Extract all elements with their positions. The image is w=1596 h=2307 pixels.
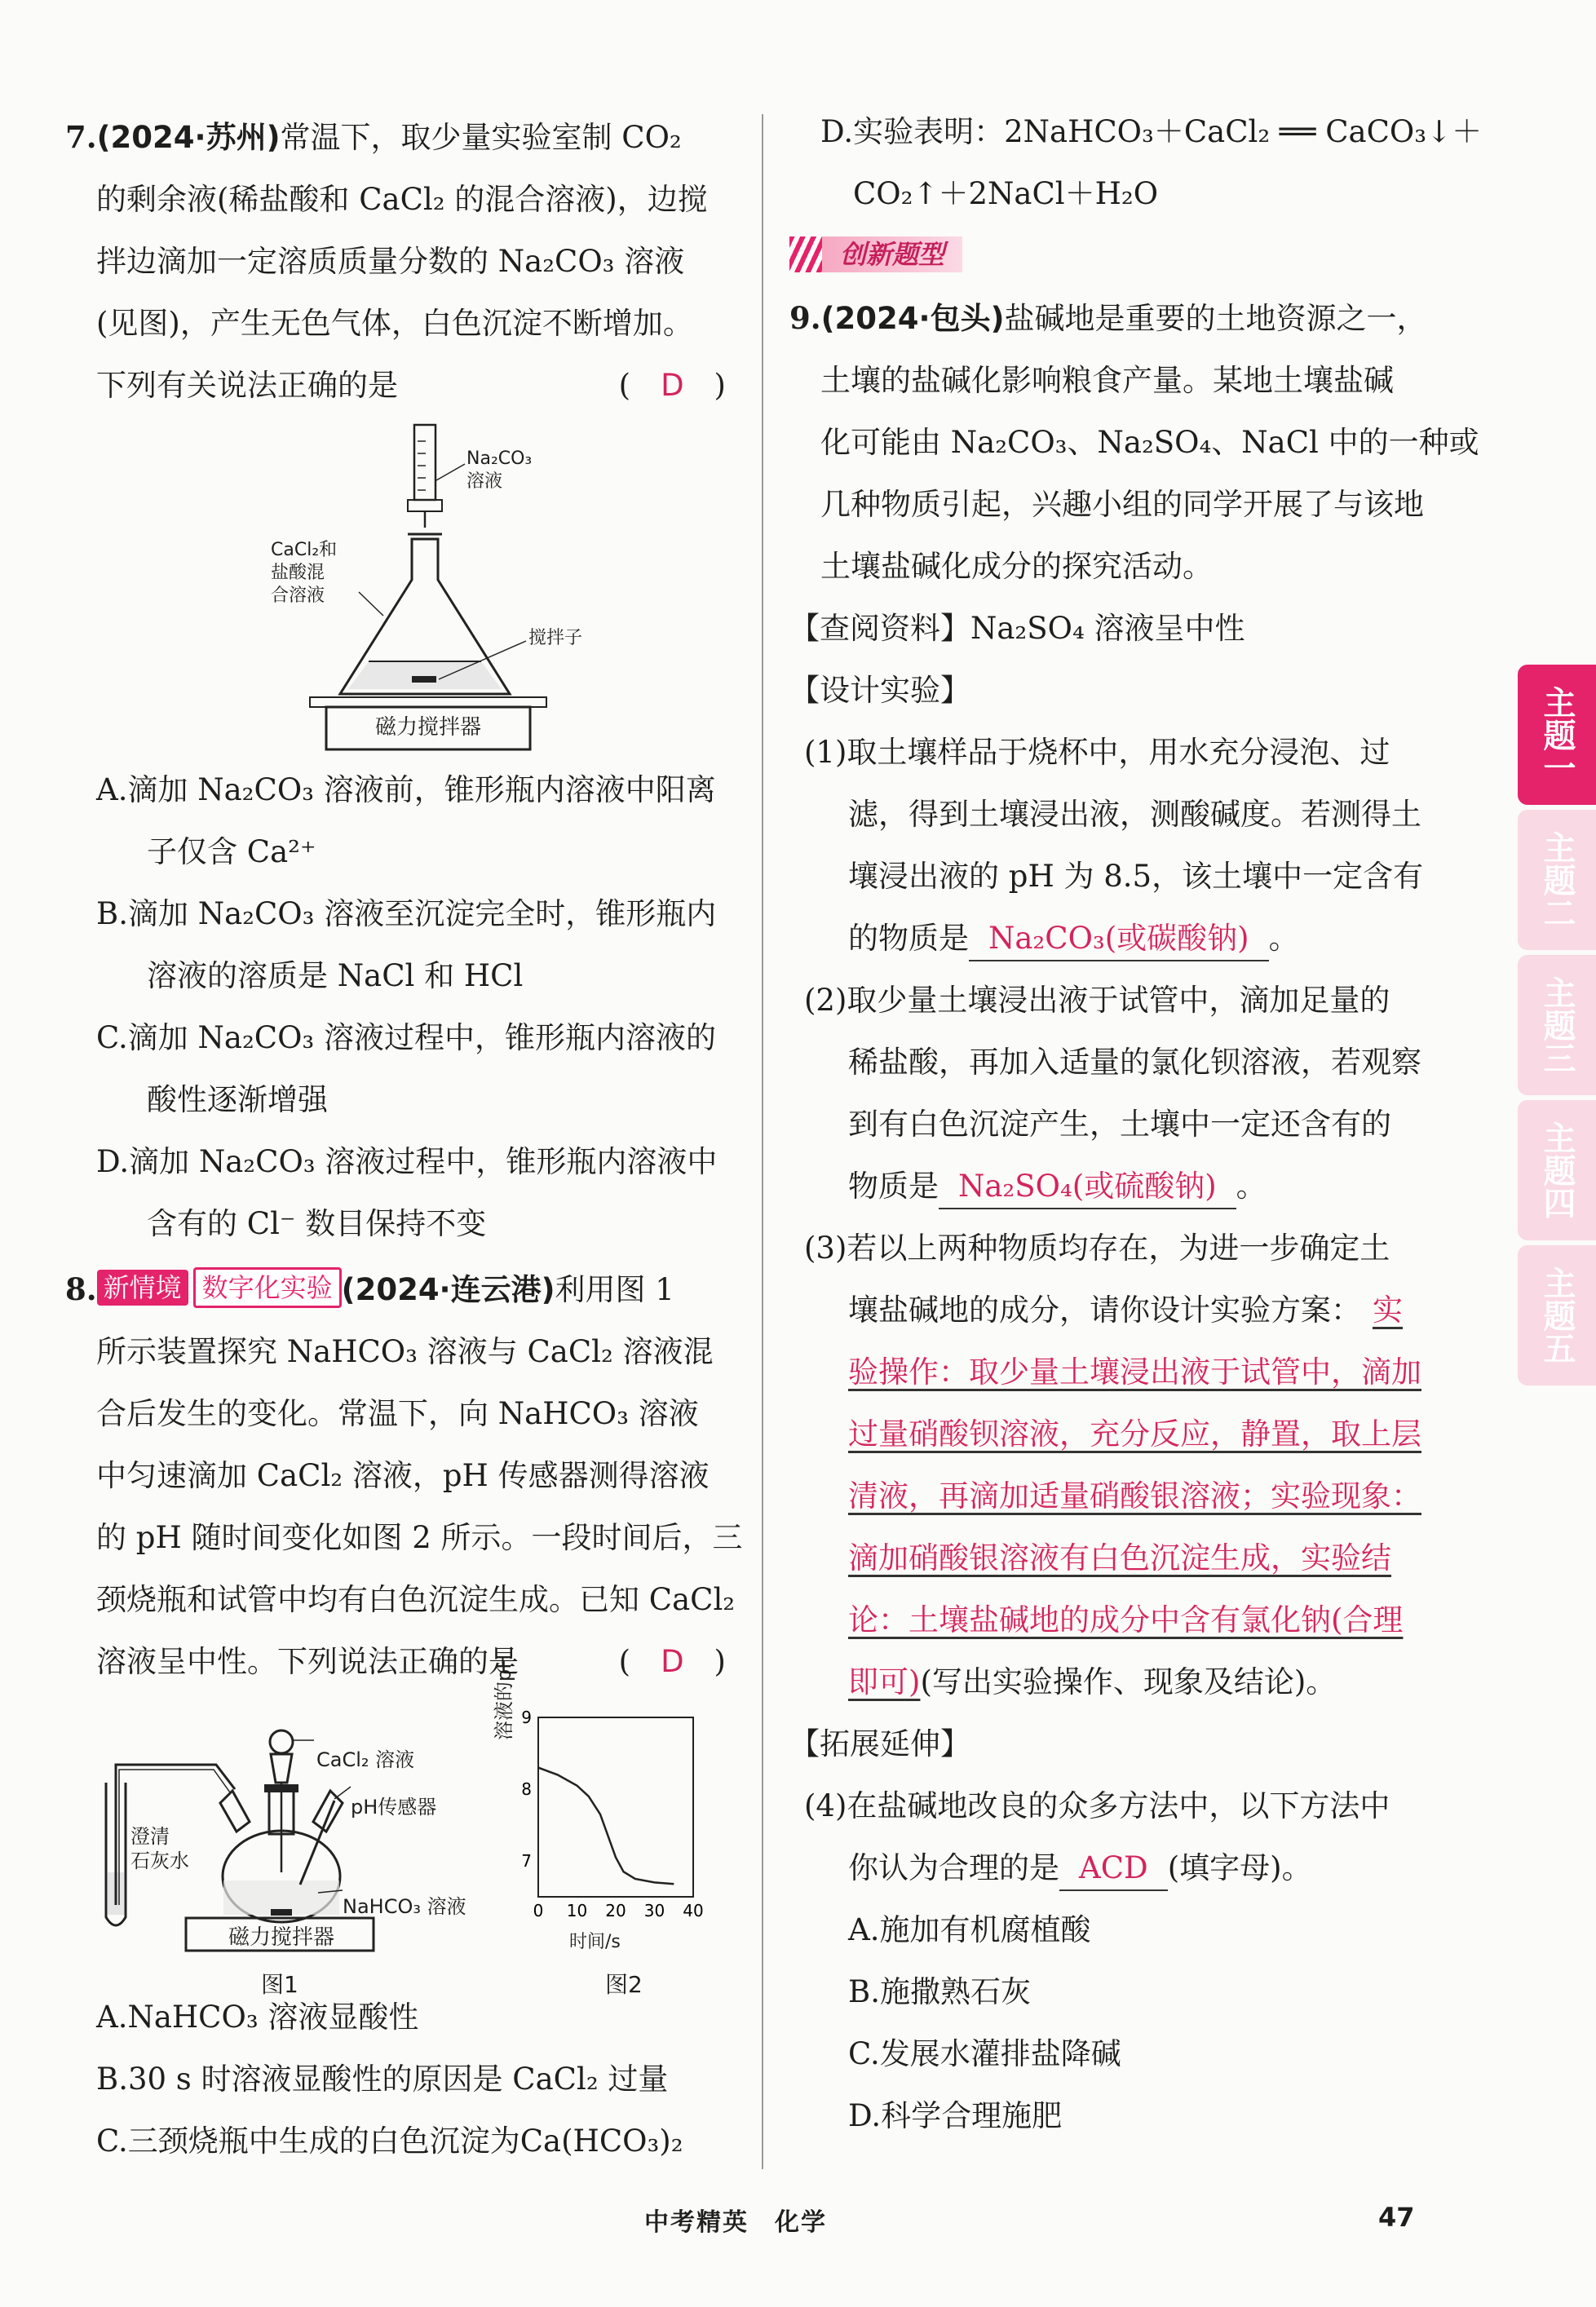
section-banner: [789, 230, 1466, 279]
tag-digital-experiment: 数字化实验: [193, 1267, 342, 1308]
question-text-line: 的剩余液(稀盐酸和 CaCl₂ 的混合溶液)，边搅: [96, 182, 708, 217]
chart-ylabel: 溶液的pH: [493, 1654, 515, 1740]
flask-label: 盐酸混: [271, 563, 325, 583]
q8-option-d-cont: CO₂↑＋2NaCl＋H₂O: [853, 176, 1159, 211]
part-1-line: (1)取土壤样品于烧杯中，用水充分浸泡、过: [804, 735, 1390, 770]
question-number: 7.: [65, 119, 97, 155]
part-1-suffix: 。: [1268, 921, 1299, 956]
question-text-line: 利用图 1: [555, 1272, 674, 1307]
question-text-line: 土壤盐碱化成分的探究活动。: [820, 549, 1213, 584]
question-9: [789, 287, 1479, 2147]
part-4-line: (4)在盐碱地改良的众多方法中，以下方法中: [804, 1788, 1390, 1823]
x-tick-label: 40: [683, 1901, 704, 1920]
part-2-line: 到有白色沉淀产生，土壤中一定还含有的: [848, 1107, 1391, 1142]
question-7: [65, 106, 734, 1255]
topic-side-tabs: [1518, 665, 1596, 1390]
answer-bracket: ( D ): [618, 368, 726, 403]
ph-sensor-label: pH传感器: [351, 1796, 437, 1819]
tag-new-context: 新情境: [97, 1270, 188, 1306]
side-tab-topic-3[interactable]: [1518, 955, 1596, 1095]
part-1-line: 壤浸出液的 pH 为 8.5，该土壤中一定含有: [848, 859, 1424, 894]
option-c-cont: 酸性逐渐增强: [147, 1082, 328, 1117]
side-tab-label: 主题二: [1538, 831, 1576, 929]
section-heading-design: 【设计实验】: [789, 673, 970, 708]
x-tick-label: 10: [566, 1901, 588, 1920]
answer-choice: D: [661, 1644, 684, 1679]
question-source: (2024·包头): [820, 301, 1005, 336]
side-tab-label: 主题一: [1538, 686, 1576, 784]
book-title: 中考精英 化学: [644, 2208, 827, 2237]
flask-label: 合溶液: [271, 586, 325, 606]
question-text-line: 下列有关说法正确的是: [96, 368, 398, 403]
option-d: D.滴加 Na₂CO₃ 溶液过程中，锥形瓶内溶液中: [96, 1144, 718, 1179]
chart-xlabel: 时间/s: [569, 1932, 621, 1952]
side-tab-topic-2[interactable]: [1518, 810, 1596, 950]
part-3-answer-line: 过量硝酸钡溶液，充分反应，静置，取上层: [848, 1416, 1421, 1452]
section-heading-consult: 【查阅资料】: [789, 611, 970, 646]
x-tick-label: 0: [533, 1901, 544, 1920]
burette-label: Na₂CO₃: [466, 449, 533, 469]
question-text-line: 常温下，取少量实验室制 CO₂: [280, 120, 682, 155]
side-tab-topic-4[interactable]: [1518, 1100, 1596, 1240]
question-text-line: 所示装置探究 NaHCO₃ 溶液与 CaCl₂ 溶液混: [96, 1334, 714, 1369]
option-c: C.三颈烧瓶中生成的白色沉淀为Ca(HCO₃)₂: [96, 2124, 683, 2159]
consult-text: Na₂SO₄ 溶液呈中性: [970, 611, 1245, 646]
nahco3-label: NaHCO₃ 溶液: [343, 1895, 466, 1918]
question-text-line: 溶液呈中性。下列说法正确的是: [96, 1644, 519, 1679]
question-text-line: 土壤的盐碱化影响粮食产量。某地土壤盐碱: [820, 363, 1394, 398]
q7-figure: [65, 417, 734, 759]
limewater-label: 石灰水: [130, 1850, 189, 1872]
cacl2-label: CaCl₂ 溶液: [316, 1748, 415, 1771]
part-3-prefix: 壤盐碱地的成分，请你设计实验方案：: [848, 1293, 1361, 1328]
part-2-suffix: 。: [1236, 1169, 1267, 1204]
option-b: B.滴加 Na₂CO₃ 溶液至沉淀完全时，锥形瓶内: [96, 896, 717, 931]
right-column: [789, 106, 1483, 2147]
limewater-label: 澄清: [130, 1825, 170, 1848]
part-3-answer-last: 即可): [848, 1664, 921, 1699]
answer-bracket: ( D ): [618, 1644, 726, 1679]
question-text-line: (见图)，产生无色气体，白色沉淀不断增加。: [96, 306, 693, 341]
option-a-cont: 子仅含 Ca²⁺: [147, 834, 316, 869]
part-3-line: (3)若以上两种物质均存在，为进一步确定土: [804, 1231, 1390, 1266]
part-2-line: (2)取少量土壤浸出液于试管中，滴加足量的: [804, 983, 1390, 1018]
side-tab-topic-5[interactable]: [1518, 1245, 1596, 1386]
option-d-cont: 含有的 Cl⁻ 数目保持不变: [147, 1206, 487, 1241]
question-text-line: 的 pH 随时间变化如图 2 所示。一段时间后，三: [96, 1520, 743, 1555]
part-2-answer-blank: Na₂SO₄(或硫酸钠): [939, 1165, 1236, 1209]
x-tick-label: 30: [643, 1901, 665, 1920]
question-number: 9.: [789, 300, 821, 336]
part-3-answer-line: 论：土壤盐碱地的成分中含有氯化钠(合理: [848, 1602, 1404, 1637]
y-tick-label: 9: [521, 1708, 532, 1727]
question-text-line: 盐碱地是重要的土地资源之一，: [1004, 301, 1427, 336]
section-heading-extend: 【拓展延伸】: [789, 1726, 970, 1761]
flask-label: CaCl₂和: [271, 540, 338, 560]
banner-stripes: [789, 236, 822, 272]
part-2-prefix: 物质是: [848, 1169, 939, 1204]
option-a: A.施加有机腐植酸: [848, 1912, 1091, 1947]
page-number: 47: [1378, 2202, 1415, 2233]
side-tab-label: 主题三: [1538, 976, 1576, 1074]
question-text-line: 中匀速滴加 CaCl₂ 溶液，pH 传感器测得溶液: [96, 1458, 710, 1493]
part-1-answer-blank: Na₂CO₃(或碳酸钠): [969, 917, 1269, 961]
question-number: 8.: [65, 1271, 97, 1307]
answer-choice: D: [661, 368, 684, 403]
part-2-line: 稀盐酸，再加入适量的氯化钡溶液，若观察: [848, 1045, 1421, 1080]
left-column: [65, 106, 743, 2172]
part-4-answer-blank: ACD: [1059, 1847, 1168, 1891]
part-4-prefix: 你认为合理的是: [848, 1850, 1059, 1885]
y-tick-label: 7: [521, 1851, 532, 1871]
question-text-line: 颈烧瓶和试管中均有白色沉淀生成。已知 CaCl₂: [96, 1582, 736, 1617]
x-tick-label: 20: [605, 1901, 626, 1920]
part-3-answer-line: 滴加硝酸银溶液有白色沉淀生成，实验结: [848, 1540, 1391, 1576]
question-text-line: 拌边滴加一定溶质质量分数的 Na₂CO₃ 溶液: [96, 244, 685, 279]
figure-1-caption: 图1: [261, 1971, 298, 1998]
side-tab-label: 主题四: [1538, 1121, 1576, 1219]
question-source: (2024·连云港): [341, 1272, 555, 1307]
part-3-answer-line: 清液，再滴加适量硝酸银溶液；实验现象：: [848, 1478, 1421, 1514]
question-text-line: 合后发生的变化。常温下，向 NaHCO₃ 溶液: [96, 1396, 699, 1431]
option-d: D.科学合理施肥: [848, 2098, 1063, 2133]
option-c: C.发展水灌排盐降碱: [848, 2036, 1121, 2071]
part-1-line: 滤，得到土壤浸出液，测酸碱度。若测得土: [848, 797, 1421, 832]
figure-2-caption: 图2: [605, 1971, 643, 1998]
y-tick-label: 8: [521, 1779, 532, 1799]
q8-option-d: D.实验表明：2NaHCO₃＋CaCl₂ ══ CaCO₃↓＋: [820, 114, 1483, 149]
option-a: A.NaHCO₃ 溶液显酸性: [96, 2000, 419, 2035]
question-text-line: 几种物质引起，兴趣小组的同学开展了与该地: [820, 487, 1424, 522]
flask-apparatus-diagram: [65, 417, 734, 759]
part-3-answer-line: 验操作：取少量土壤浸出液于试管中，滴加: [848, 1355, 1421, 1390]
option-b-cont: 溶液的溶质是 NaCl 和 HCl: [147, 958, 524, 993]
question-text-line: 化可能由 Na₂CO₃、Na₂SO₄、NaCl 中的一种或: [820, 425, 1479, 460]
side-tab-label: 主题五: [1538, 1266, 1576, 1364]
question-8: [65, 1258, 743, 2172]
option-c: C.滴加 Na₂CO₃ 溶液过程中，锥形瓶内溶液的: [96, 1020, 717, 1055]
question-source: (2024·苏州): [96, 120, 281, 155]
part-3-suffix: (写出实验操作、现象及结论)。: [920, 1664, 1337, 1699]
option-b: B.30 s 时溶液显酸性的原因是 CaCl₂ 过量: [96, 2062, 669, 2097]
stirrer-label: 磁力搅拌器: [228, 1925, 334, 1950]
part-1-prefix: 的物质是: [848, 921, 969, 956]
burette-label: 溶液: [466, 471, 503, 492]
chart-frame: [538, 1717, 693, 1897]
option-a: A.滴加 Na₂CO₃ 溶液前，锥形瓶内溶液中阳离: [96, 772, 716, 807]
banner-label: 创新题型: [822, 236, 962, 272]
column-divider: [762, 114, 763, 2169]
option-b: B.施撒熟石灰: [848, 1974, 1031, 2009]
stirbar-label: 搅拌子: [528, 628, 583, 648]
ph-series-line: [538, 1768, 674, 1885]
part-3-answer: 实: [1373, 1293, 1403, 1328]
stirrer-label: 磁力搅拌器: [374, 715, 481, 740]
part-4-suffix: (填字母)。: [1167, 1850, 1312, 1885]
side-tab-topic-1[interactable]: [1518, 665, 1596, 805]
